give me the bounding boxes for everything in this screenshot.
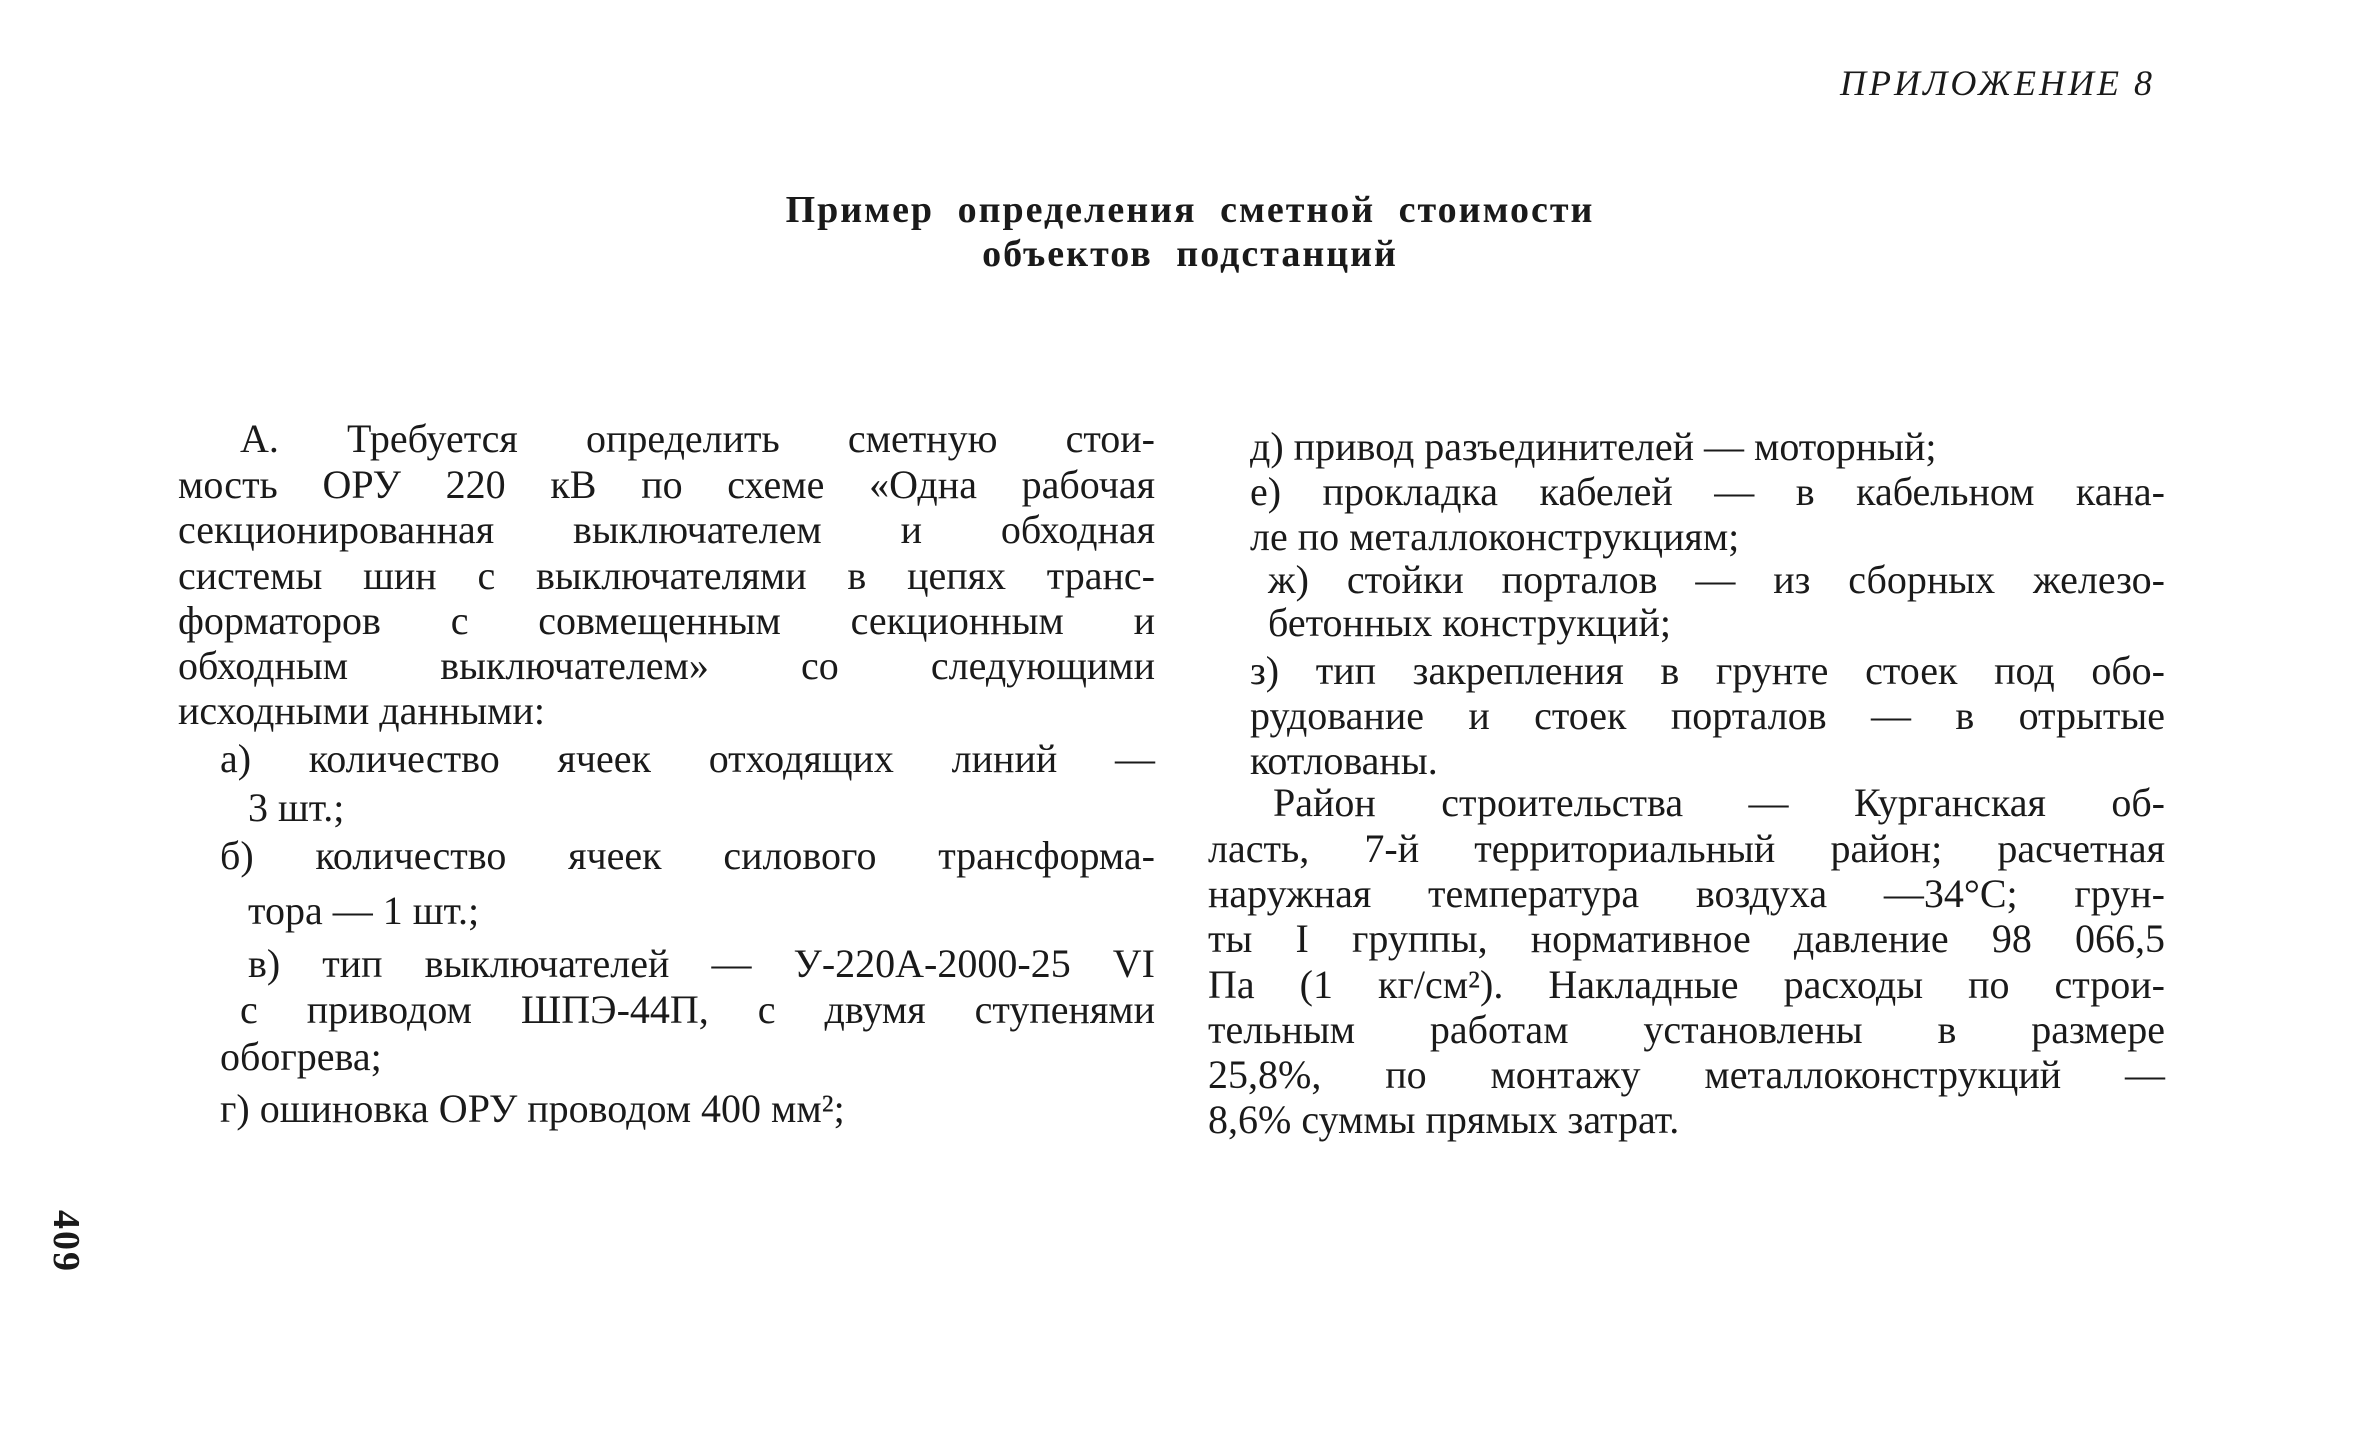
text-line: обогрева; xyxy=(220,1034,382,1079)
text-line: форматоров с совмещенным секционным и xyxy=(178,598,1155,643)
text-line: 8,6% суммы прямых затрат. xyxy=(1208,1097,1680,1142)
title-line-1: Пример определения сметной стоимости xyxy=(785,189,1595,231)
text-line: ласть, 7-й территориальный район; расчетная xyxy=(1208,826,2165,871)
page-number: 409 xyxy=(45,1210,87,1273)
text-line: котлованы. xyxy=(1250,738,1438,783)
list-item-z: з) тип закрепления в грунте стоек под обо- xyxy=(1250,648,2165,693)
text-line: тельным работам установлены в размере xyxy=(1208,1007,2165,1052)
text-line: бетонных конструкций; xyxy=(1268,600,1671,645)
text-line: А. Требуется определить сметную стои- xyxy=(240,416,1155,461)
appendix-label: ПРИЛОЖЕНИЕ 8 xyxy=(1840,63,2155,103)
text-line: Район строительства — Курганская об- xyxy=(1273,780,2165,825)
list-item-e: е) прокладка кабелей — в кабельном кана- xyxy=(1250,469,2165,514)
list-item-b: б) количество ячеек силового трансформа- xyxy=(220,833,1155,878)
text-line: ты I группы, нормативное давление 98 066,5 xyxy=(1208,916,2165,961)
list-item-v: в) тип выключателей — У-220А-2000-25 VI xyxy=(248,941,1155,986)
text-line: Па (1 кг/см²). Накладные расходы по строи- xyxy=(1208,962,2165,1007)
text-line: обходным выключателем» со следующими xyxy=(178,643,1155,688)
text-line: секционированная выключателем и обходная xyxy=(178,507,1155,552)
list-item-d: д) привод разъединителей — моторный; xyxy=(1250,424,1937,469)
text-line: системы шин с выключателями в цепях транс- xyxy=(178,553,1155,598)
text-line: с приводом ШПЭ-44П, с двумя ступенями xyxy=(240,987,1155,1032)
text-line: наружная температура воздуха —34°С; грун- xyxy=(1208,871,2165,916)
list-item-g: г) ошиновка ОРУ проводом 400 мм²; xyxy=(220,1086,845,1131)
text-line: мость ОРУ 220 кВ по схеме «Одна рабочая xyxy=(178,462,1155,507)
text-line: 3 шт.; xyxy=(248,785,345,830)
text-line: исходными данными: xyxy=(178,688,545,733)
text-line: 25,8%, по монтажу металлоконструкций — xyxy=(1208,1052,2165,1097)
list-item-a: а) количество ячеек отходящих линий — xyxy=(220,736,1155,781)
text-line: тора — 1 шт.; xyxy=(248,888,480,933)
text-line: ле по металлоконструкциям; xyxy=(1250,514,1740,559)
text-line: рудование и стоек порталов — в отрытые xyxy=(1250,693,2165,738)
page-title xyxy=(700,188,1680,276)
title-line-2: объектов подстанций xyxy=(982,233,1398,275)
list-item-zh: ж) стойки порталов — из сборных железо- xyxy=(1268,557,2165,602)
